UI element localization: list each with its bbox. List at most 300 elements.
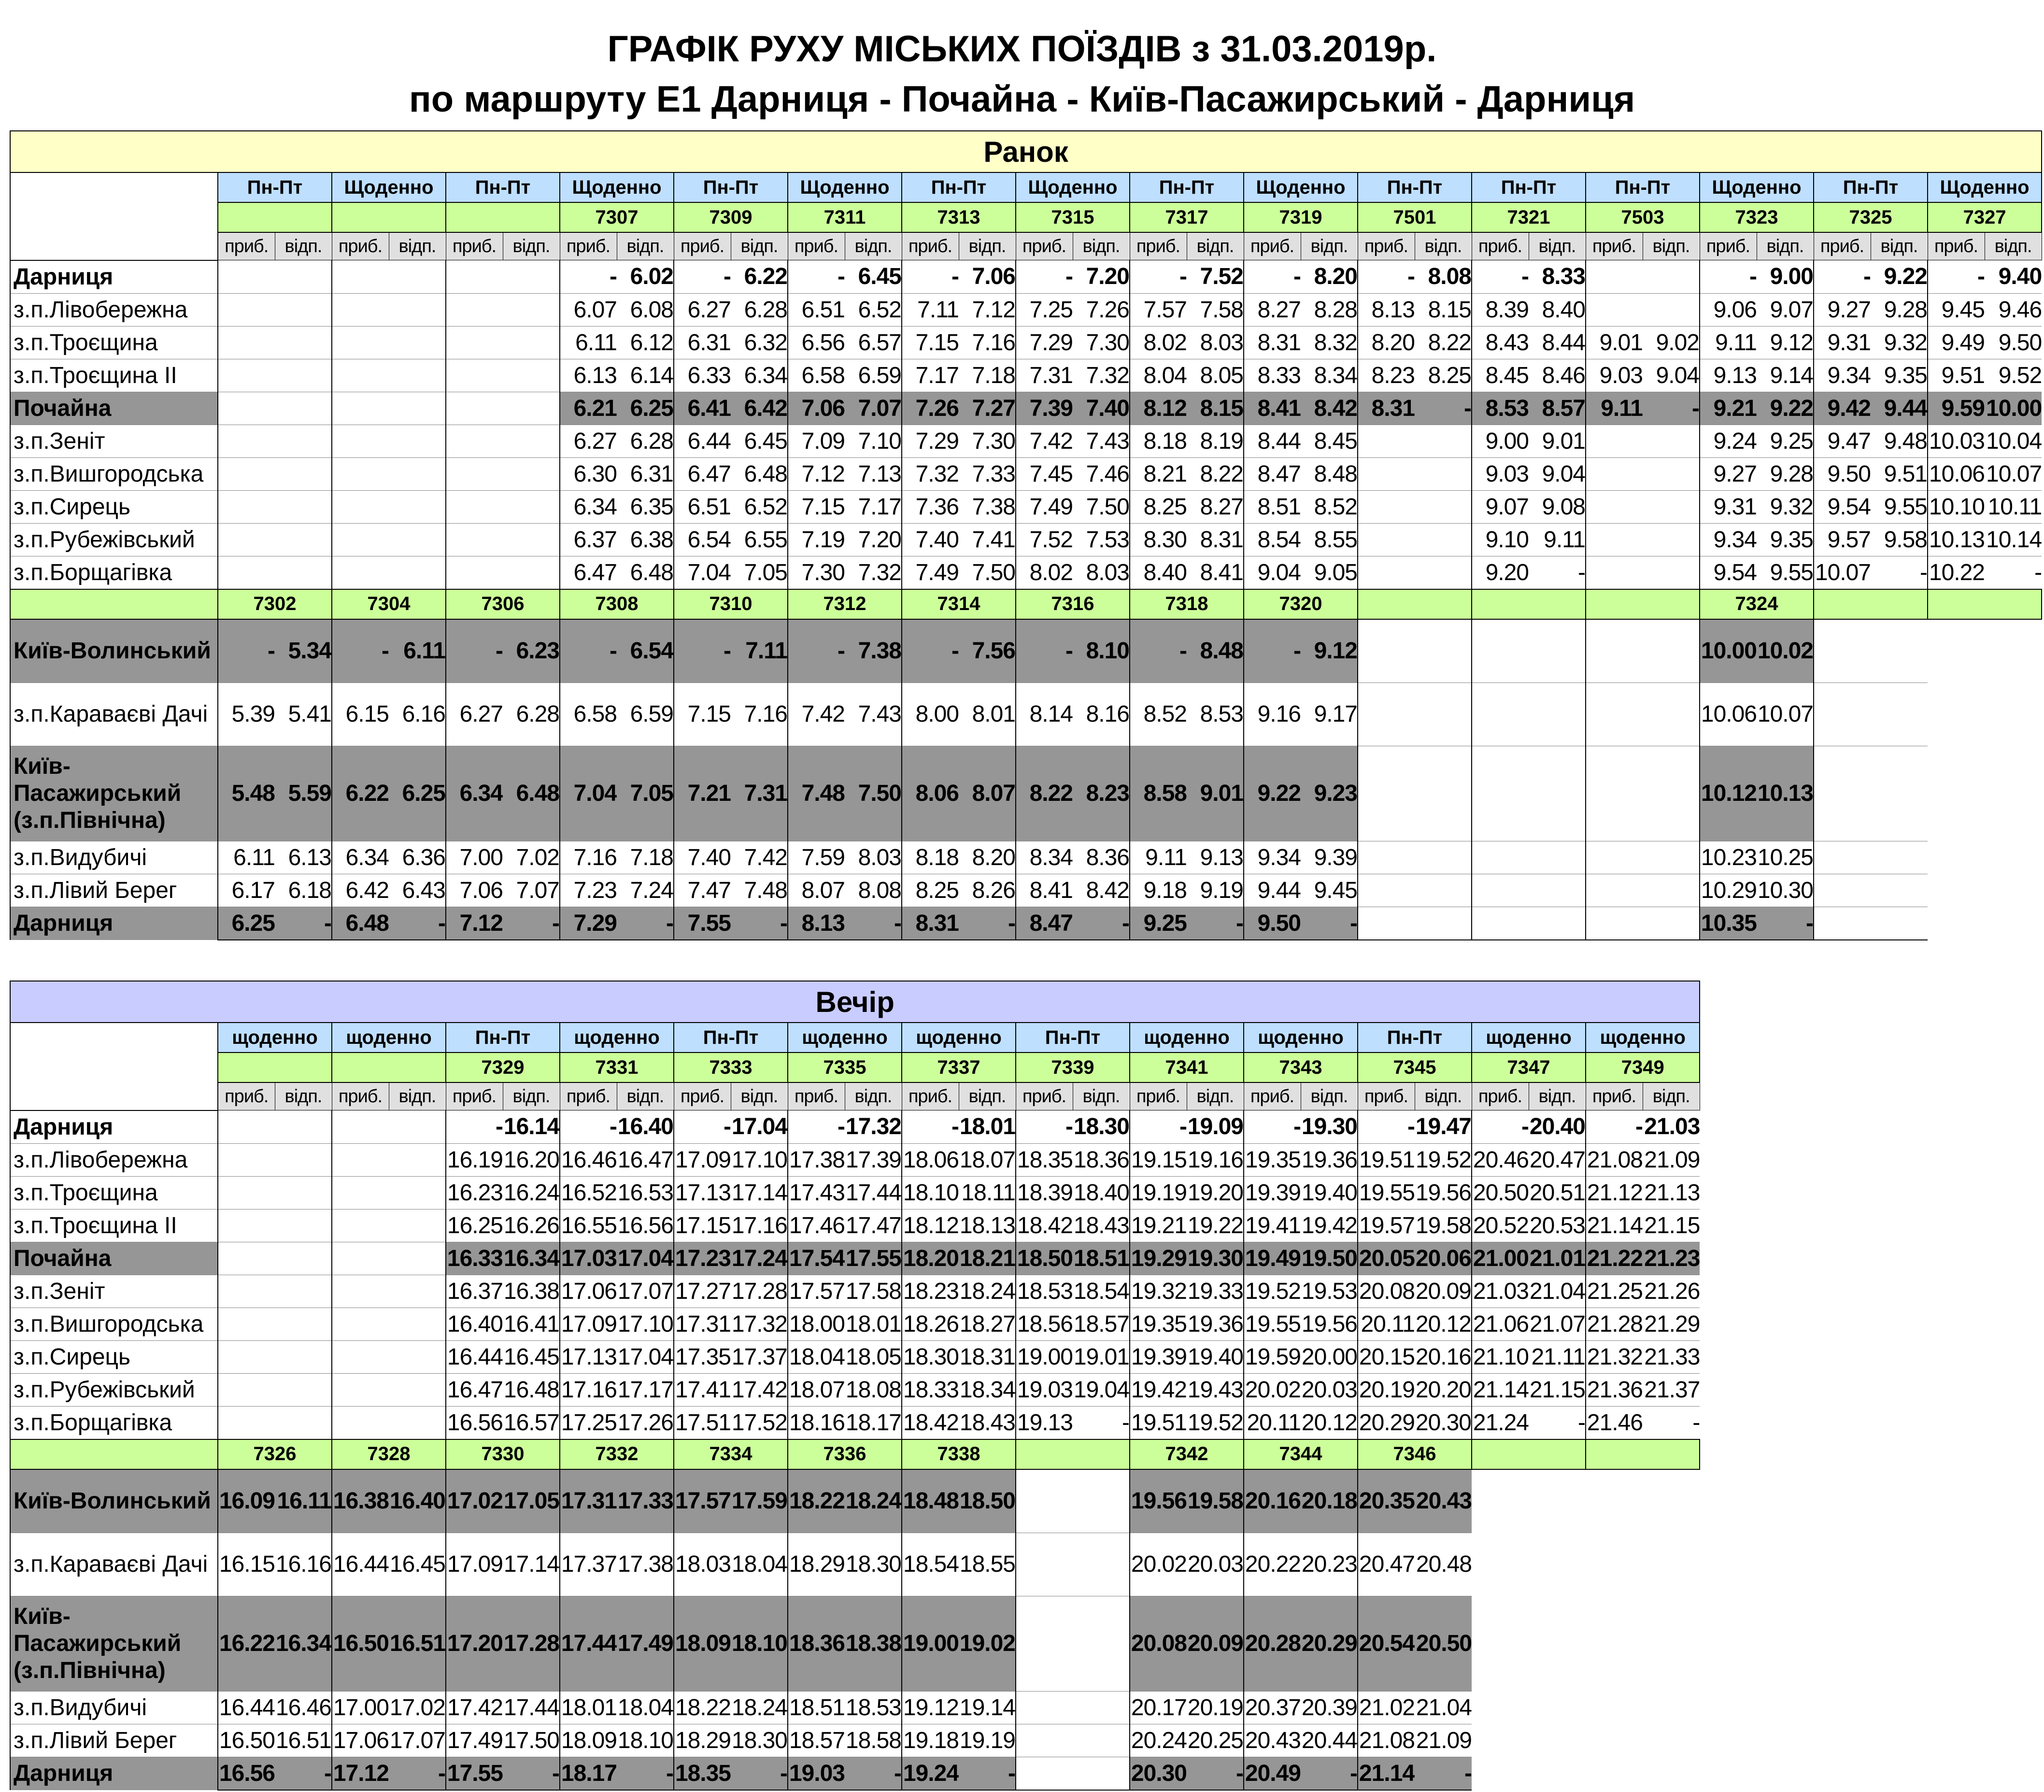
train-number: 7325 [1814,202,1928,232]
time-cell: 7.43 [1073,425,1130,457]
time-cell: 9.27 [1814,293,1871,326]
train-number-row [10,1052,1700,1082]
time-cell: - [902,619,959,683]
day-type: щоденно [1472,1023,1586,1052]
time-cell: 6.47 [560,556,617,589]
time-cell: 18.26 [902,1308,959,1340]
time-cell [275,1340,332,1373]
time-cell: 8.34 [1016,841,1073,874]
time-cell [1358,841,1415,874]
time-cell: 16.47 [446,1373,503,1406]
train-number: 7346 [1358,1439,1472,1469]
time-cell: 8.20 [959,841,1016,874]
time-cell: - [1586,1110,1643,1144]
time-cell: 8.22 [1415,326,1472,359]
time-cell: 8.14 [1016,683,1073,746]
day-type: щоденно [1586,1023,1700,1052]
day-type: щоденно [1244,1023,1358,1052]
time-cell: 8.06 [902,746,959,841]
time-cell: 17.37 [731,1340,788,1373]
time-cell [332,490,389,523]
arrival-label: приб. [1244,232,1301,260]
train-number: 7315 [1016,202,1130,232]
time-cell: 6.32 [731,326,788,359]
time-cell [332,1176,389,1209]
time-cell [1358,746,1415,841]
time-cell: 9.22 [1757,392,1814,425]
time-cell: 6.57 [845,326,902,359]
time-cell: 17.28 [731,1275,788,1308]
time-cell: 20.06 [1415,1242,1472,1275]
time-cell: 19.58 [1415,1209,1472,1242]
train-number: 7311 [788,202,902,232]
time-cell: 7.42 [731,841,788,874]
time-cell: 9.44 [1244,874,1301,907]
time-cell: 8.26 [959,874,1016,907]
time-cell: - [1358,1110,1415,1144]
time-cell: 6.07 [560,293,617,326]
time-cell: 18.10 [731,1596,788,1691]
time-cell: 9.00 [1757,260,1814,294]
time-cell: - [1187,907,1244,940]
time-cell: 18.53 [1016,1275,1073,1308]
station-name: Київ-Пасажирський (з.п.Північна) [10,1596,218,1691]
time-cell: 10.30 [1757,874,1814,907]
time-cell: 8.23 [1073,746,1130,841]
time-cell: 7.42 [788,683,845,746]
time-cell: - [503,1757,560,1790]
time-cell: 21.14 [1358,1757,1415,1790]
time-cell [446,359,503,392]
time-cell: 8.58 [1130,746,1187,841]
time-cell [389,1209,446,1242]
time-cell: 6.36 [389,841,446,874]
time-cell: 9.24 [1700,425,1757,457]
time-cell: 21.02 [1358,1691,1415,1724]
time-cell: 8.01 [959,683,1016,746]
time-cell: 17.02 [446,1469,503,1533]
time-cell: - [1529,1406,1586,1439]
time-cell: 19.39 [1244,1176,1301,1209]
time-cell: 9.25 [1757,425,1814,457]
time-cell: 7.53 [1073,523,1130,556]
time-cell: 17.10 [617,1308,674,1340]
time-cell: - [560,619,617,683]
time-cell: - [788,260,845,294]
time-cell: 8.22 [1187,457,1244,490]
time-cell: 18.09 [674,1596,731,1691]
time-cell [332,1308,389,1340]
time-cell: 9.48 [1871,425,1928,457]
time-cell [1415,683,1472,746]
time-cell: 10.25 [1757,841,1814,874]
departure-label: відп. [617,1082,674,1110]
time-cell [1586,841,1643,874]
time-cell [218,1110,275,1144]
time-cell: 8.18 [1130,425,1187,457]
time-cell: 6.13 [560,359,617,392]
time-cell: 8.19 [1187,425,1244,457]
time-cell: 9.49 [1928,326,1985,359]
arrival-label: приб. [1016,1082,1073,1110]
title-line-1: ГРАФІК РУХУ МІСЬКИХ ПОЇЗДІВ з 31.03.2019р. [607,28,1437,70]
station-name: з.п.Рубежівський [10,523,218,556]
time-cell: 20.54 [1358,1596,1415,1691]
time-cell: 8.07 [959,746,1016,841]
time-cell: - [1757,907,1814,940]
time-cell [1415,457,1472,490]
day-type-row [10,1023,1700,1052]
station-row [10,1340,1700,1373]
time-cell [1529,683,1586,746]
time-cell: 8.03 [1187,326,1244,359]
time-cell: 9.54 [1814,490,1871,523]
time-cell: - [674,260,731,294]
time-cell: 8.47 [1244,457,1301,490]
time-cell: 16.11 [275,1469,332,1533]
time-cell: 20.24 [1130,1724,1187,1757]
time-cell: 7.45 [1016,457,1073,490]
time-cell: 9.40 [1985,260,2042,294]
time-cell: 9.44 [1871,392,1928,425]
departure-label: відп. [1529,232,1586,260]
time-cell: 19.52 [1415,1143,1472,1176]
time-cell [503,490,560,523]
time-cell: 16.25 [446,1209,503,1242]
time-cell [503,523,560,556]
arrival-label: приб. [1814,232,1871,260]
time-cell: 17.23 [674,1242,731,1275]
train-number: 7320 [1244,589,1358,619]
time-cell: 5.59 [275,746,332,841]
time-cell [1472,841,1529,874]
day-type: Пн-Пт [1586,172,1700,202]
time-cell: 16.52 [560,1176,617,1209]
station-name: з.п.Лівий Берег [10,874,218,907]
time-cell: 20.25 [1187,1724,1244,1757]
time-cell: - [1073,1406,1130,1439]
time-cell: 16.46 [560,1143,617,1176]
time-cell: 16.26 [503,1209,560,1242]
station-row [10,874,2042,907]
time-cell [218,1143,275,1176]
time-cell: - [1244,619,1301,683]
time-cell: 6.08 [617,293,674,326]
time-cell: - [560,260,617,294]
time-cell: 6.48 [332,907,389,940]
time-cell: 8.03 [1073,556,1130,589]
day-type-corner [10,1023,218,1110]
time-cell: 7.32 [902,457,959,490]
train-number: 7501 [1358,202,1472,232]
time-cell: 9.19 [1187,874,1244,907]
time-cell: 18.39 [1016,1176,1073,1209]
time-cell: 8.45 [1301,425,1358,457]
time-cell: 16.47 [617,1143,674,1176]
time-cell [332,326,389,359]
time-cell: 19.57 [1358,1209,1415,1242]
time-cell: - [902,1110,959,1144]
station-row [10,556,2042,589]
train-number: 7310 [674,589,788,619]
time-cell: - [617,907,674,940]
time-cell: 21.14 [1472,1373,1529,1406]
time-cell: - [332,619,389,683]
time-cell [1871,683,1928,746]
time-cell: 7.11 [902,293,959,326]
time-cell: 18.20 [902,1242,959,1275]
time-cell [275,293,332,326]
time-cell: 19.59 [1244,1340,1301,1373]
time-cell: 6.48 [731,457,788,490]
time-cell: 18.55 [959,1533,1016,1596]
time-cell: 20.46 [1472,1143,1529,1176]
time-cell: 9.08 [1529,490,1586,523]
time-cell: 16.45 [389,1533,446,1596]
time-cell: 16.44 [332,1533,389,1596]
arrival-label: приб. [1700,232,1757,260]
station-row [10,392,2042,425]
time-cell: - [1016,260,1073,294]
time-cell: 18.04 [731,1533,788,1596]
time-cell: 17.51 [674,1406,731,1439]
time-cell: 7.40 [1073,392,1130,425]
time-cell: 6.38 [617,523,674,556]
time-cell: 18.12 [902,1209,959,1242]
time-cell [503,260,560,294]
day-type: Щоденно [788,172,902,202]
departure-label: відп. [389,232,446,260]
train-number: 7333 [674,1052,788,1082]
time-cell: 7.11 [731,619,788,683]
train-number: 7304 [332,589,446,619]
time-cell: 7.12 [446,907,503,940]
time-cell: 8.41 [1016,874,1073,907]
time-cell: 18.58 [845,1724,902,1757]
time-cell: 7.20 [1073,260,1130,294]
time-cell: 20.23 [1301,1533,1358,1596]
time-cell: 19.03 [788,1757,845,1790]
time-cell: 9.50 [1814,457,1871,490]
time-cell: 8.27 [1244,293,1301,326]
time-cell: 17.49 [617,1596,674,1691]
time-cell: 21.09 [1415,1724,1472,1757]
time-cell [218,457,275,490]
time-cell: 20.22 [1244,1533,1301,1596]
time-cell: - [1130,619,1187,683]
time-cell: 18.05 [845,1340,902,1373]
time-cell: 19.12 [902,1691,959,1724]
time-cell: 6.59 [617,683,674,746]
time-cell: 8.41 [1244,392,1301,425]
departure-label: відп. [1529,1082,1586,1110]
time-cell: 7.49 [1016,490,1073,523]
time-cell: 19.19 [1130,1176,1187,1209]
station-row [10,1275,1700,1308]
time-cell: 16.57 [503,1406,560,1439]
time-cell: 16.23 [446,1176,503,1209]
time-cell: 7.15 [674,683,731,746]
time-cell [1358,683,1415,746]
train-number: 7341 [1130,1052,1244,1082]
time-cell: 20.48 [1415,1533,1472,1596]
time-cell: 21.01 [1529,1242,1586,1275]
time-cell: 6.43 [389,874,446,907]
page-title [0,24,2044,125]
station-name: з.п.Вишгородська [10,457,218,490]
time-cell [332,1242,389,1275]
arrival-label: приб. [1244,1082,1301,1110]
time-cell: 19.47 [1415,1110,1472,1144]
time-cell: 18.34 [959,1373,1016,1406]
train-number [1928,589,2042,619]
time-cell: 6.27 [560,425,617,457]
time-cell: 17.03 [560,1242,617,1275]
time-cell: 5.39 [218,683,275,746]
time-cell: 9.28 [1871,293,1928,326]
time-cell: 8.45 [1472,359,1529,392]
station-name: з.п.Троєщина [10,326,218,359]
station-row [10,1757,1700,1790]
train-number [1472,589,1586,619]
station-name: з.п.Зеніт [10,1275,218,1308]
time-cell: 6.27 [674,293,731,326]
time-cell: 9.11 [1586,392,1643,425]
arrival-label: приб. [446,232,503,260]
time-cell: 19.50 [1301,1242,1358,1275]
time-cell: 17.57 [788,1275,845,1308]
time-cell [503,457,560,490]
time-cell: 18.36 [1073,1143,1130,1176]
train-number: 7334 [674,1439,788,1469]
station-name: Почайна [10,1242,218,1275]
time-cell: 21.07 [1529,1308,1586,1340]
time-cell: 8.48 [1301,457,1358,490]
time-cell: 9.07 [1757,293,1814,326]
day-type: щоденно [902,1023,1016,1052]
time-cell: 17.59 [731,1469,788,1533]
time-cell: 20.12 [1301,1406,1358,1439]
time-cell: 9.12 [1301,619,1358,683]
time-cell: 7.05 [731,556,788,589]
day-type: Пн-Пт [446,1023,560,1052]
time-cell: 21.14 [1586,1209,1643,1242]
time-cell [446,260,503,294]
arrival-label: приб. [1358,232,1415,260]
time-cell: 7.17 [902,359,959,392]
time-cell: 6.56 [788,326,845,359]
time-cell: 8.21 [1130,457,1187,490]
time-cell: 9.11 [1130,841,1187,874]
time-cell: 6.52 [731,490,788,523]
train-number [1586,1439,1700,1469]
day-type: Пн-Пт [1358,172,1472,202]
time-cell [218,556,275,589]
arrival-label: приб. [1130,232,1187,260]
time-cell: 7.15 [902,326,959,359]
time-cell: 16.56 [218,1757,275,1790]
time-cell: 7.39 [1016,392,1073,425]
station-row [10,1469,1700,1533]
time-cell: 19.40 [1187,1340,1244,1373]
time-cell: 8.22 [1016,746,1073,841]
time-cell: 6.23 [503,619,560,683]
time-cell: - [731,1757,788,1790]
station-row [10,1176,1700,1209]
departure-label: відп. [503,232,560,260]
time-cell [275,1209,332,1242]
time-cell: 9.22 [1244,746,1301,841]
time-cell: 6.58 [560,683,617,746]
time-cell: 21.29 [1643,1308,1700,1340]
time-cell [1016,1757,1073,1790]
time-cell: 19.35 [1244,1143,1301,1176]
time-cell: 18.07 [788,1373,845,1406]
time-cell: 10.04 [1985,425,2042,457]
time-cell: 9.31 [1700,490,1757,523]
time-cell: 17.46 [788,1209,845,1242]
station-name: з.п.Сирець [10,490,218,523]
time-cell [1529,619,1586,683]
time-cell: 17.13 [674,1176,731,1209]
time-cell: 7.40 [902,523,959,556]
day-type: Щоденно [1016,172,1130,202]
station-name: з.п.Сирець [10,1340,218,1373]
time-cell [275,490,332,523]
time-cell [1415,874,1472,907]
time-cell: 8.31 [1244,326,1301,359]
time-cell: 21.03 [1643,1110,1700,1144]
time-cell: 17.04 [617,1340,674,1373]
time-cell: 20.43 [1244,1724,1301,1757]
arrival-label: приб. [1358,1082,1415,1110]
time-cell: 6.42 [332,874,389,907]
time-cell: 7.43 [845,683,902,746]
time-cell: 20.03 [1187,1533,1244,1596]
section-heading: Вечір [10,981,1700,1023]
station-row [10,1691,1700,1724]
time-cell: 6.41 [674,392,731,425]
time-cell: 20.19 [1187,1691,1244,1724]
time-cell: 8.44 [1244,425,1301,457]
time-cell: 7.13 [845,457,902,490]
time-cell: 21.23 [1643,1242,1700,1275]
time-cell [332,260,389,294]
departure-label: відп. [1643,1082,1700,1110]
train-number: 7344 [1244,1439,1358,1469]
time-cell: 7.20 [845,523,902,556]
time-cell: 19.30 [1187,1242,1244,1275]
time-cell: - [446,619,503,683]
time-cell: 21.13 [1643,1176,1700,1209]
time-cell: 8.20 [1301,260,1358,294]
time-cell: 7.16 [731,683,788,746]
time-cell: - [389,1757,446,1790]
time-cell: 9.20 [1472,556,1529,589]
time-cell [332,425,389,457]
station-row [10,260,2042,294]
station-row [10,619,2042,683]
time-cell: 8.53 [1187,683,1244,746]
time-cell: 16.14 [503,1110,560,1144]
time-cell: 7.05 [617,746,674,841]
time-cell [275,1110,332,1144]
time-cell [1643,907,1700,940]
time-cell: 18.00 [788,1308,845,1340]
time-cell: 21.10 [1472,1340,1529,1373]
time-cell: 18.01 [959,1110,1016,1144]
time-cell: 20.02 [1130,1533,1187,1596]
